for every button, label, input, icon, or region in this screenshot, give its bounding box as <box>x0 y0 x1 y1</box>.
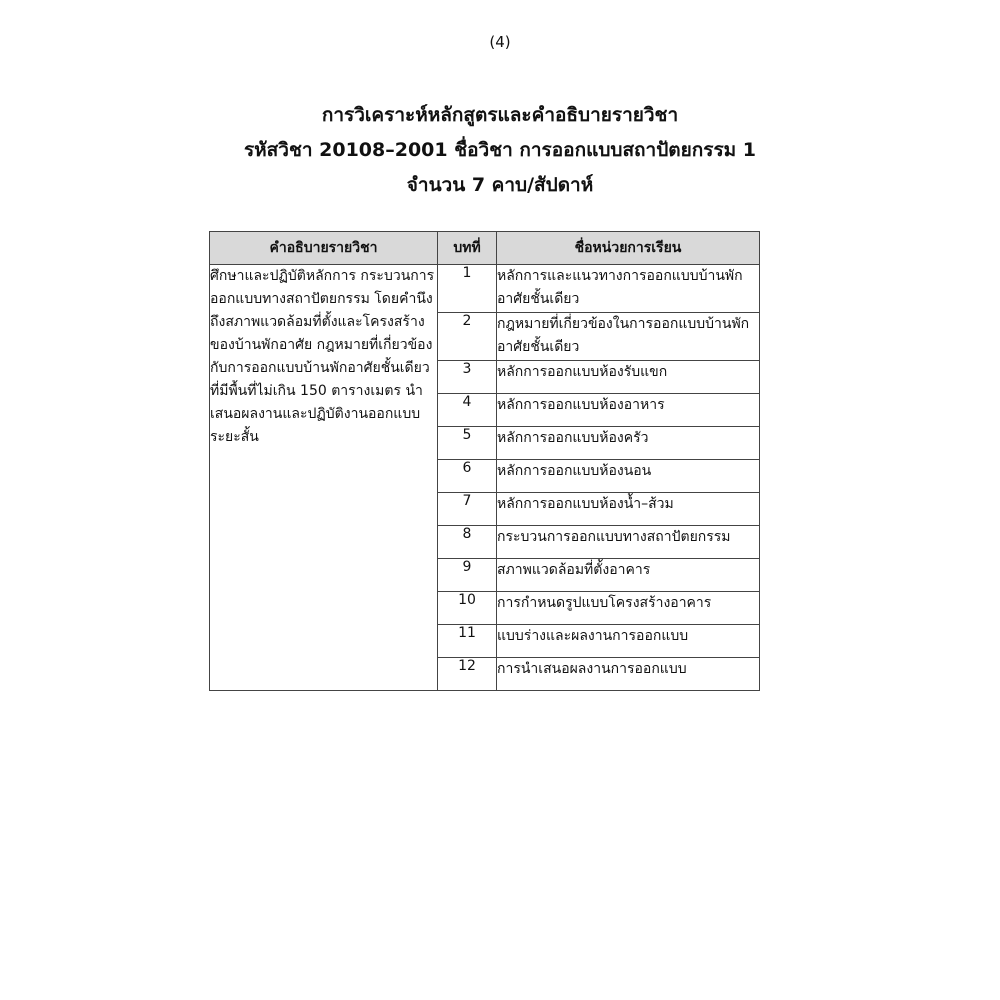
unit-name-line: อาศัยชั้นเดียว <box>497 339 580 355</box>
unit-name <box>497 265 760 313</box>
document-title <box>0 98 1000 203</box>
unit-name: หลักการออกแบบห้องรับแขก <box>497 361 760 394</box>
description-line: กับการออกแบบบ้านพักอาศัยชั้นเดียว <box>210 360 430 376</box>
description-line: ออกแบบทางสถาปัตยกรรม โดยคำนึง <box>210 291 433 307</box>
chapter-number: 9 <box>438 559 497 592</box>
chapter-number: 5 <box>438 427 497 460</box>
unit-name: สภาพแวดล้อมที่ตั้งอาคาร <box>497 559 760 592</box>
title-line-1: การวิเคราะห์หลักสูตรและคำอธิบายรายวิชา <box>321 104 679 126</box>
chapter-number: 10 <box>438 592 497 625</box>
chapter-number: 4 <box>438 394 497 427</box>
unit-name-line: กฎหมายที่เกี่ยวข้องในการออกแบบบ้านพัก <box>497 316 750 332</box>
description-line: ที่มีพื้นที่ไม่เกิน 150 ตารางเมตร นำ <box>210 383 423 399</box>
chapter-number: 3 <box>438 361 497 394</box>
unit-name-line: หลักการและแนวทางการออกแบบบ้านพัก <box>497 268 743 284</box>
unit-name: หลักการออกแบบห้องนอน <box>497 460 760 493</box>
chapter-number: 11 <box>438 625 497 658</box>
unit-name <box>497 313 760 361</box>
chapter-number: 1 <box>438 265 497 313</box>
chapter-number: 6 <box>438 460 497 493</box>
header-chapter: บทที่ <box>438 232 497 265</box>
unit-name: หลักการออกแบบห้องน้ำ–ส้วม <box>497 493 760 526</box>
table-row <box>210 265 760 313</box>
page-number: (4) <box>489 33 511 51</box>
unit-name: หลักการออกแบบห้องครัว <box>497 427 760 460</box>
header-description: คำอธิบายรายวิชา <box>210 232 438 265</box>
header-unit-name: ชื่อหน่วยการเรียน <box>497 232 760 265</box>
chapter-number: 2 <box>438 313 497 361</box>
unit-name-line: อาศัยชั้นเดียว <box>497 291 580 307</box>
description-line: ของบ้านพักอาศัย กฎหมายที่เกี่ยวข้อง <box>210 337 433 353</box>
title-line-3: จำนวน 7 คาบ/สัปดาห์ <box>406 174 594 196</box>
chapter-number: 8 <box>438 526 497 559</box>
chapter-number: 7 <box>438 493 497 526</box>
unit-name: แบบร่างและผลงานการออกแบบ <box>497 625 760 658</box>
curriculum-table <box>209 231 760 691</box>
title-line-2: รหัสวิชา 20108–2001 ชื่อวิชา การออกแบบสถาปัตยกรรม 1 <box>243 139 757 161</box>
description-line: เสนอผลงานและปฏิบัติงานออกแบบ <box>210 406 421 422</box>
course-description-cell <box>210 265 438 691</box>
unit-name: การนำเสนอผลงานการออกแบบ <box>497 658 760 691</box>
unit-name: การกำหนดรูปแบบโครงสร้างอาคาร <box>497 592 760 625</box>
description-line: ถึงสภาพแวดล้อมที่ตั้งและโครงสร้าง <box>210 314 425 330</box>
description-line: ระยะสั้น <box>210 429 259 445</box>
chapter-number: 12 <box>438 658 497 691</box>
unit-name: หลักการออกแบบห้องอาหาร <box>497 394 760 427</box>
description-line: ศึกษาและปฏิบัติหลักการ กระบวนการ <box>210 268 435 284</box>
unit-name: กระบวนการออกแบบทางสถาปัตยกรรม <box>497 526 760 559</box>
table-header-row <box>210 232 760 265</box>
